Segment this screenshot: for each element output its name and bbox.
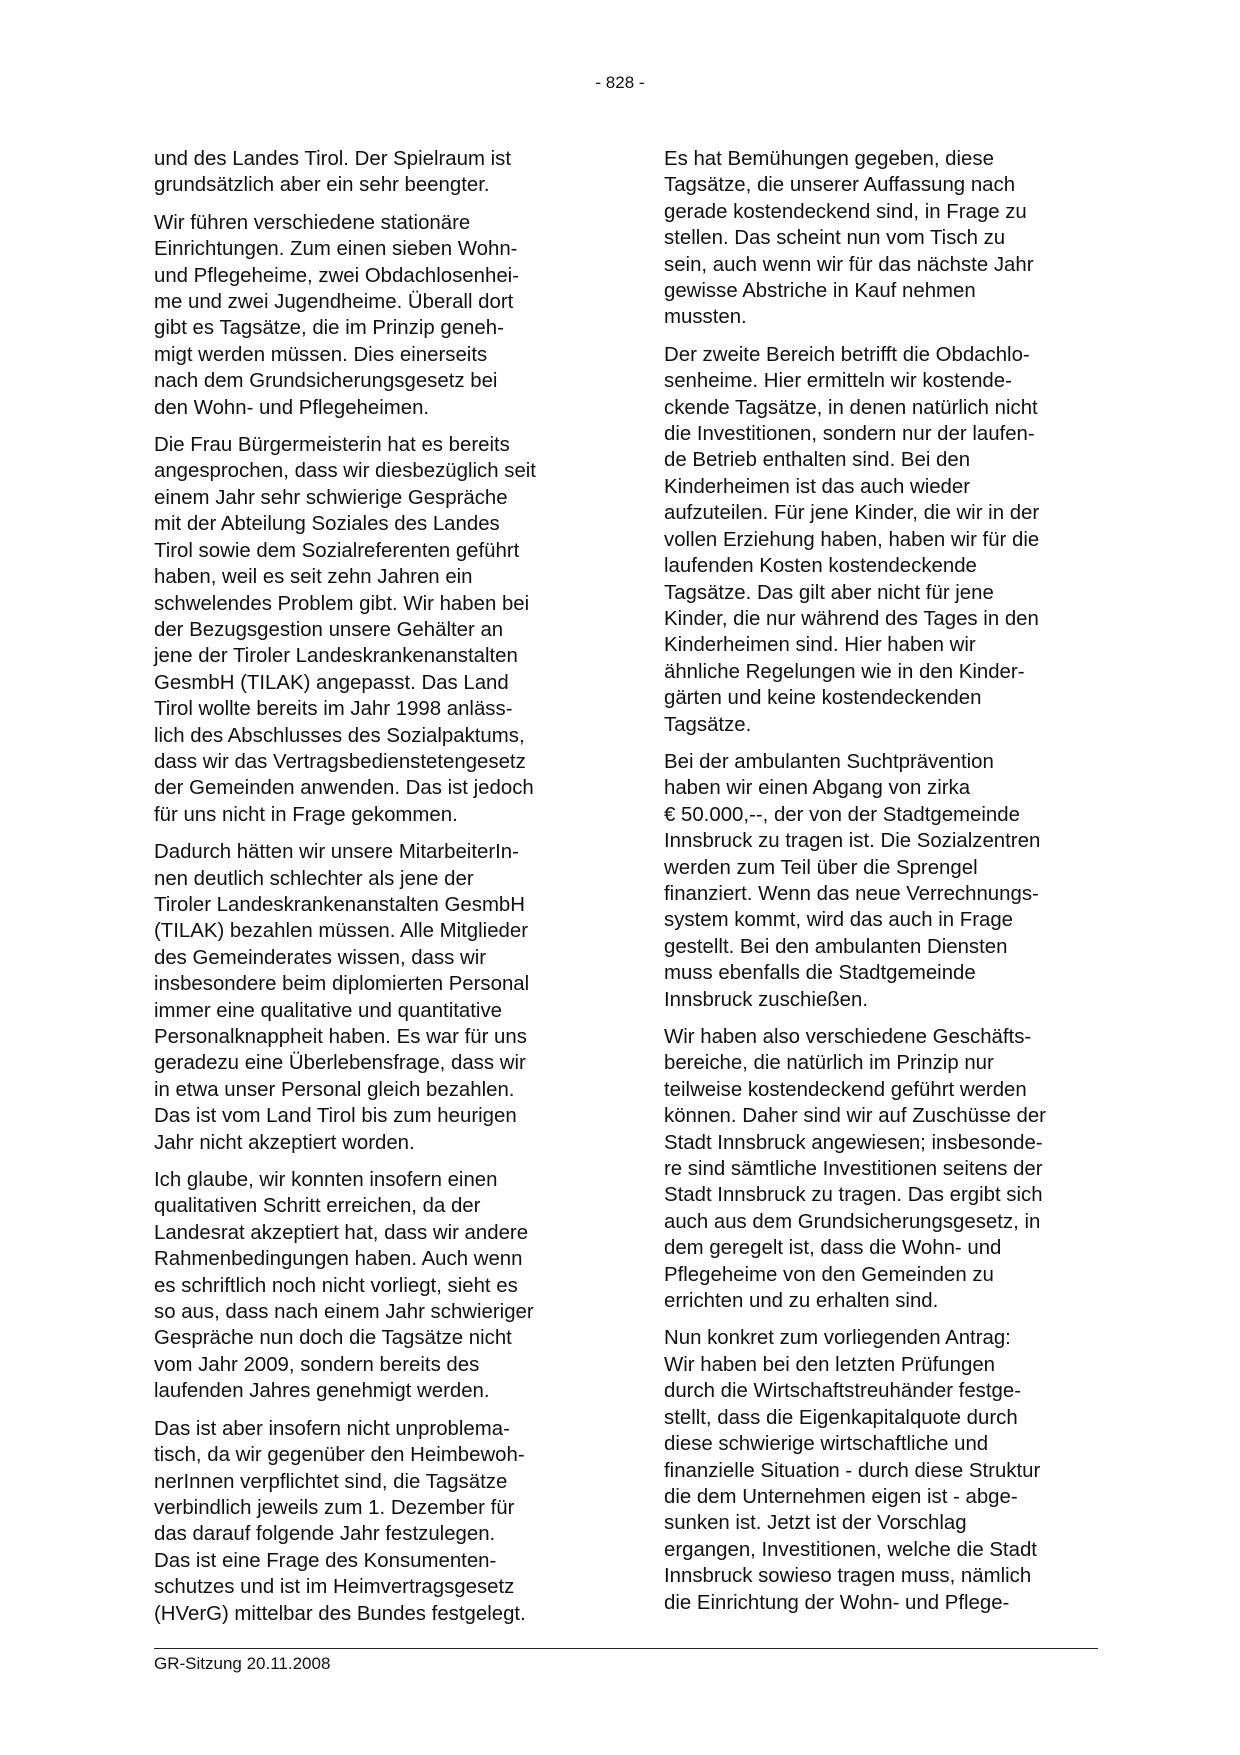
paragraph: Es hat Bemühungen gegeben, diese Tagsätze, die unserer Auffassung nach gerade kostendeckend sind, in Frage zu stellen. Das scheint nun vom Tisch zu sein, auch wenn wir für das nächste Jahr gewisse Abstriche in Kauf nehmen mussten. — [664, 148, 1034, 329]
paragraph: Die Frau Bürgermeisterin hat es bereits angesprochen, dass wir diesbezüglich seit einem Jahr sehr schwierige Gespräche mit der Abteilung Soziales des Landes Tirol sowie dem Sozialreferenten geführt haben, weil es seit zehn Jahren ein schwelendes Problem gibt. Wir haben bei der Bezugsgestion unsere Gehälter an jene der Tiroler Landeskrankenanstalten GesmbH (TILAK) angepasst. Das Land Tirol wollte bereits im Jahr 1998 anläss- lich des Abschlusses des Sozialpaktums, dass wir das Vertragsbedienstetengesetz der Gemeinden anwenden. Das ist jedoch für uns nicht in Frage gekommen. — [154, 434, 536, 826]
paragraph: Der zweite Bereich betrifft die Obdachlo- senheime. Hier ermitteln wir kostende- ckende Tagsätze, in denen natürlich nicht die Investitionen, sondern nur der laufen- de Betrieb enthalten sind. Bei den Kinderheimen ist das auch wieder aufzuteilen. Für jene Kinder, die wir in der vollen Erziehung haben, haben wir für die laufenden Kosten kostendeckende Tagsätze. Das gilt aber nicht für jene Kinder, die nur während des Tages in den Kinderheimen sind. Hier haben wir ähnliche Regelungen wie in den Kinder- gärten und keine kostendeckenden Tagsätze. — [664, 343, 1040, 736]
paragraph: Wir führen verschiedene stationäre Einrichtungen. Zum einen sieben Wohn- und Pflegeheime, zwei Obdachlosenhei- me und zwei Jugendheime. Überall dort gibt es Tagsätze, die im Prinzip geneh- migt werden müssen. Dies einerseits nach dem Grundsicherungsgesetz bei den Wohn- und Pflegeheimen. — [154, 211, 519, 419]
left-column — [154, 146, 589, 1638]
footer-divider — [154, 1648, 1098, 1649]
paragraph: Das ist aber insofern nicht unproblema- tisch, da wir gegenüber den Heimbewoh- nerInnen verpflichtet sind, die Tagsätze verbindlich jeweils zum 1. Dezember für das darauf folgende Jahr festzulegen. Das ist eine Frage des Konsumenten- schutzes und ist im Heimvertragsgesetz (HVerG) mittelbar des Bundes festgelegt. — [154, 1417, 526, 1625]
paragraph: und des Landes Tirol. Der Spielraum ist grundsätzlich aber ein sehr beengter. — [154, 148, 512, 197]
paragraph: Ich glaube, wir konnten insofern einen qualitativen Schritt erreichen, da der Landesrat akzeptiert hat, dass wir andere Rahmenbedingungen haben. Auch wenn es schriftlich noch nicht vorliegt, sieht es so aus, dass nach einem Jahr schwieriger Gespräche nun doch die Tagsätze nicht vom Jahr 2009, sondern bereits des laufenden Jahres genehmigt werden. — [154, 1169, 534, 1403]
paragraph: Bei der ambulanten Suchtprävention haben wir einen Abgang von zirka € 50.000,--, der von der Stadtgemeinde Innsbruck zu tragen ist. Die Sozialzentren werden zum Teil über die Sprengel finanziert. Wenn das neue Verrechnungs- system kommt, wird das auch in Frage gestellt. Bei den ambulanten Diensten muss ebenfalls die Stadtgemeinde Innsbruck zuschießen. — [664, 750, 1041, 1011]
paragraph: Dadurch hätten wir unsere MitarbeiterIn- nen deutlich schlechter als jene der Tiroler Landeskrankenanstalten GesmbH (TILAK) bezahlen müssen. Alle Mitglieder des Gemeinderates wissen, dass wir insbesondere beim diplomierten Personal immer eine qualitative und quantitative Personalknappheit haben. Es war für uns geradezu eine Überlebensfrage, dass wir in etwa unser Personal gleich bezahlen. Das ist vom Land Tirol bis zum heurigen Jahr nicht akzeptiert worden. — [154, 841, 530, 1154]
paragraph: Nun konkret zum vorliegenden Antrag: Wir haben bei den letzten Prüfungen durch die Wirtschaftstreuhänder festge- stellt, dass die Eigenkapitalquote durch diese schwierige wirtschaftliche und finanzielle Situation - durch diese Struktur die dem Unternehmen eigen ist - abge- sunken ist. Jetzt ist der Vorschlag ergangen, Investitionen, welche die Stadt Innsbruck sowieso tragen muss, nämlich die Einrichtung der Wohn- und Pflege- — [664, 1327, 1041, 1614]
page-number: - 828 - — [595, 73, 645, 92]
paragraph: Wir haben also verschiedene Geschäfts- bereiche, die natürlich im Prinzip nur teilweise kostendeckend geführt werden können. Daher sind wir auf Zuschüsse der Stadt Innsbruck angewiesen; insbesonde- re sind sämtliche Investitionen seitens der Stadt Innsbruck zu tragen. Das ergibt sich auch aus dem Grundsicherungsgesetz, in dem geregelt ist, dass die Wohn- und Pflegeheime von den Gemeinden zu errichten und zu erhalten sind. — [664, 1026, 1046, 1313]
right-column — [664, 146, 1099, 1627]
footer-label: GR-Sitzung 20.11.2008 — [154, 1654, 331, 1673]
